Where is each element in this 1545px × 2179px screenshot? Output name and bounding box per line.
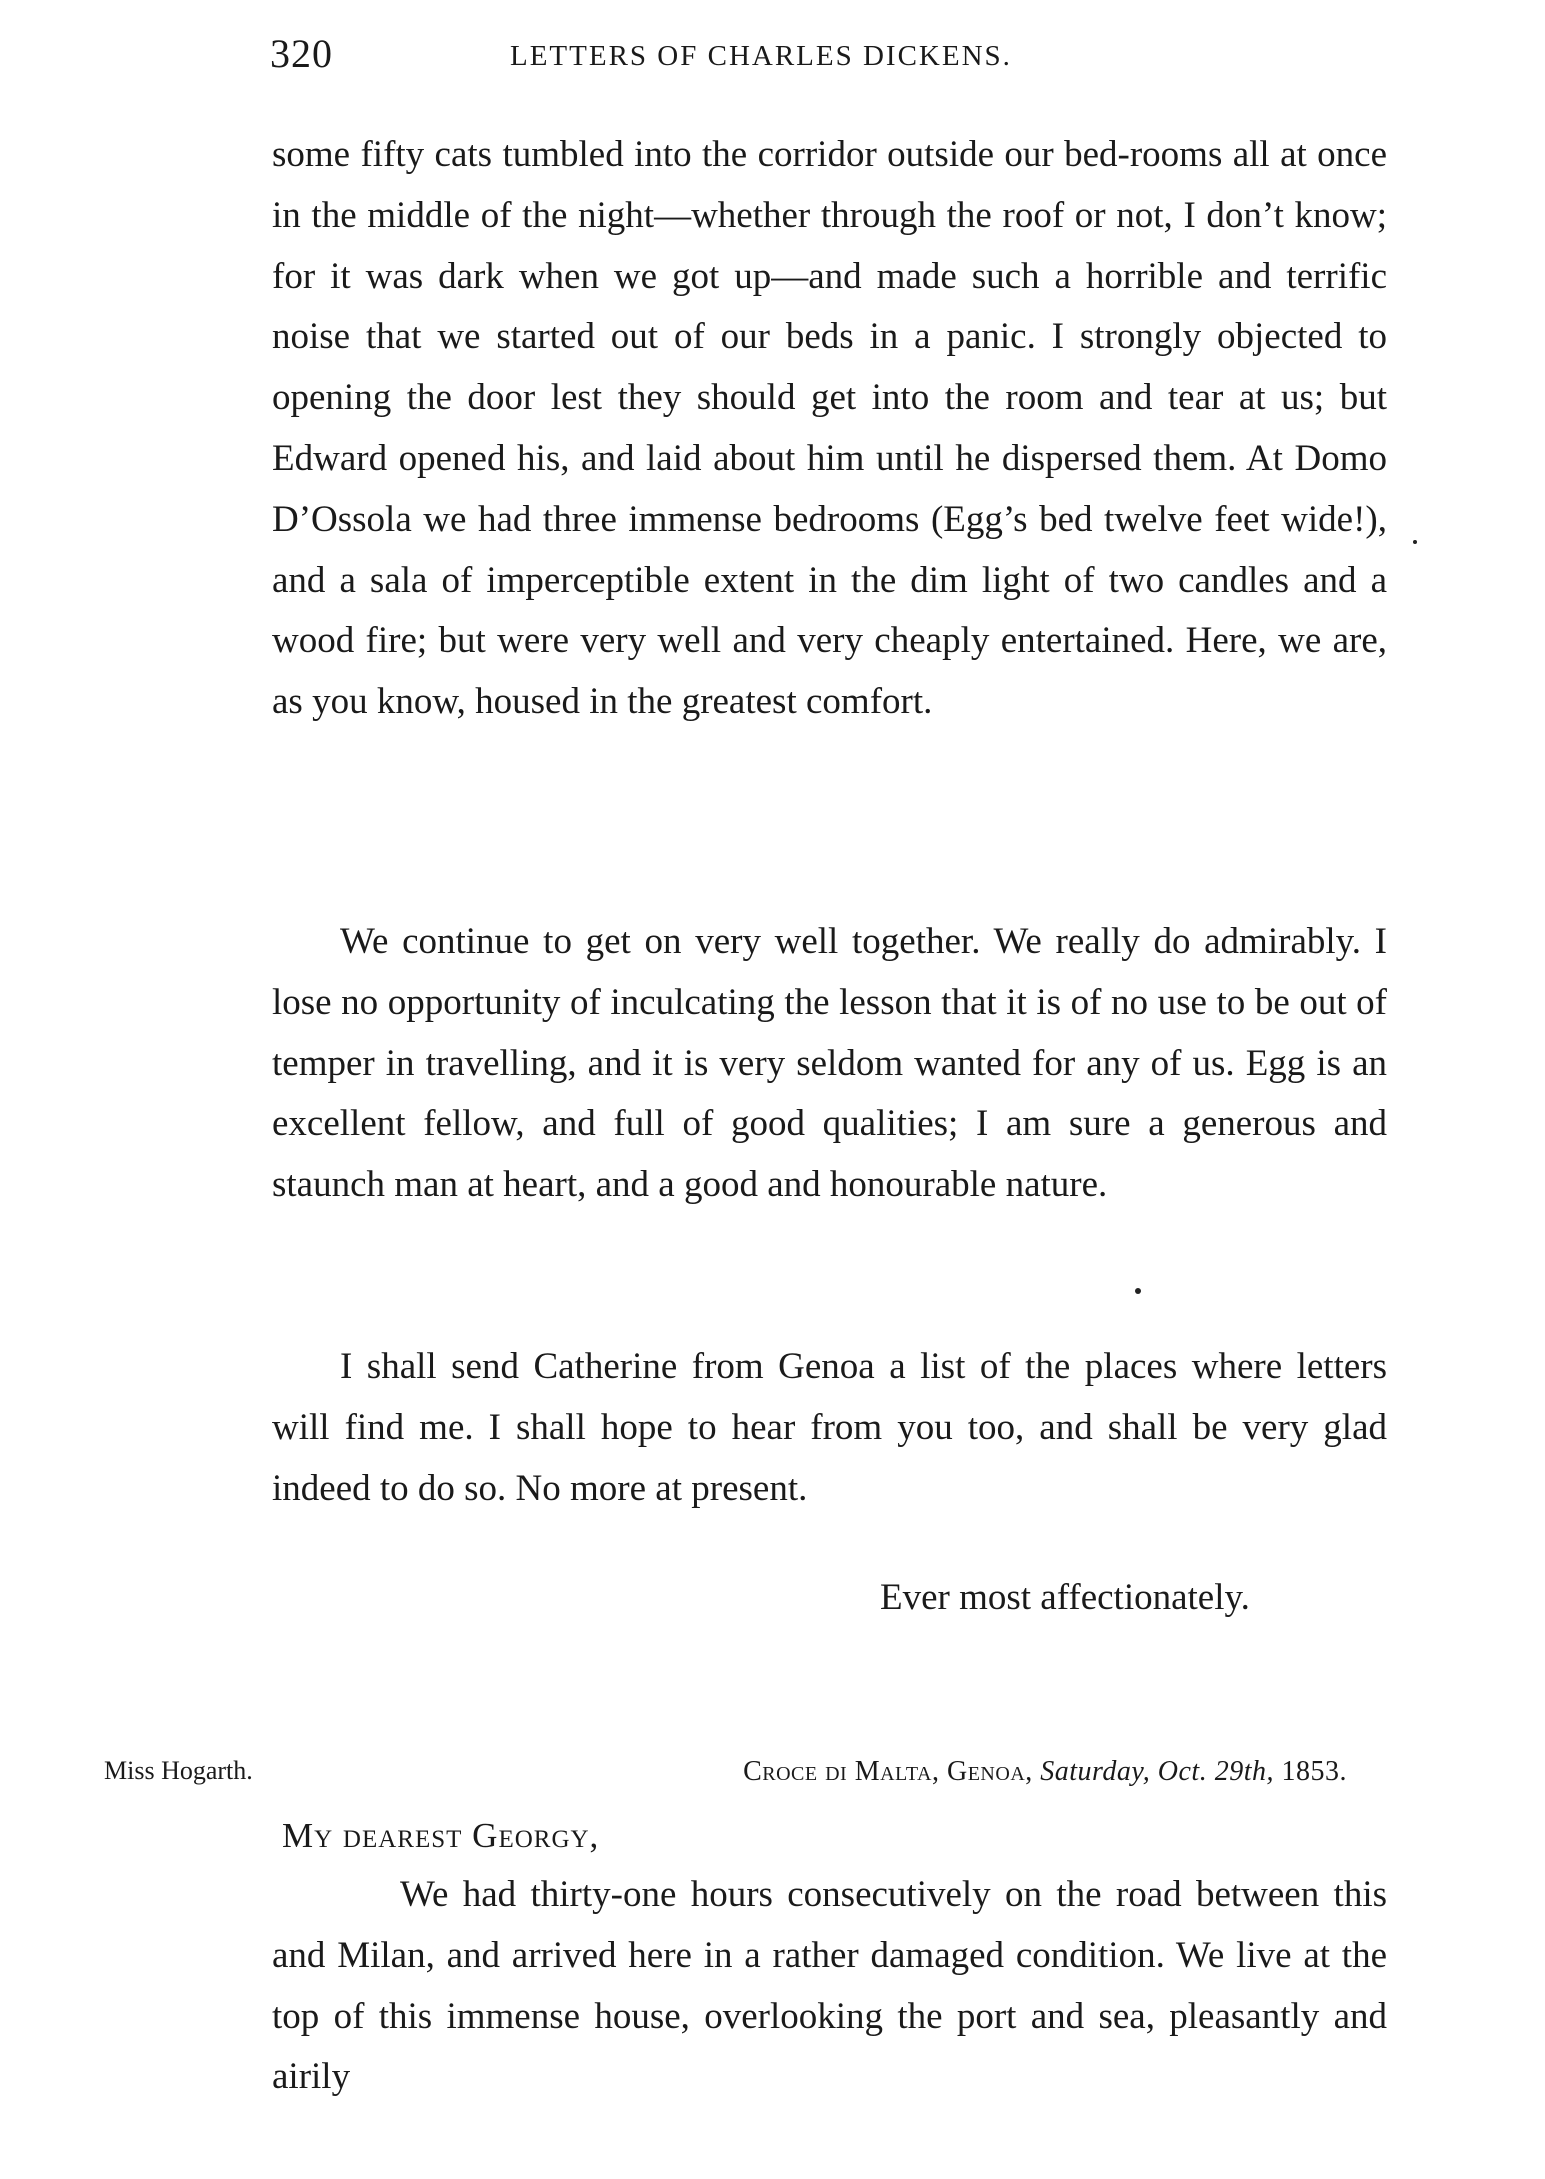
paragraph-genoa-letters: I shall send Catherine from Genoa a list of the places where letters will find me. I shall hope to hear from you too, and shall be very glad indeed to do so. No more at present. <box>272 1346 1387 1509</box>
running-head <box>270 30 1390 90</box>
paragraph-milan-road: We had thirty-one hours consecutively on the road between this and Milan, and arrived here in a rather damaged condition. We live at the top of this immense house, overlooking the port and sea, pleasantly and airily <box>272 1874 1387 2098</box>
page-number: 320 <box>270 31 333 76</box>
letter-closing: Ever most affectionately. <box>880 1577 1250 1618</box>
recipient-margin-note: Miss Hogarth. <box>104 1756 253 1785</box>
ink-speck <box>1135 1288 1141 1294</box>
paragraph-together: We continue to get on very well together. We really do admirably. I lose no opportunity of inculcating the lesson that it is of no use to be out of temper in travelling, and it is very seldom wanted for any of us. Egg is an excellent fellow, and full of good qualities; I am sure a generous and staunch man at heart, and a good and honourable nature. <box>272 921 1387 1206</box>
dateline-year: 1853. <box>1281 1756 1347 1787</box>
dateline-day: Saturday, Oct. 29th, <box>1040 1756 1274 1787</box>
ink-speck <box>1413 540 1417 544</box>
letter-dateline <box>743 1752 1347 1792</box>
letter-salutation: My dearest Georgy, <box>282 1816 600 1855</box>
paragraph-cats: some fifty cats tumbled into the corridor outside our bed-rooms all at once in the middle of the night—whether through the roof or not, I don’t know; for it was dark when we got up—and made such a horrible and terrific noise that we started out of our beds in a panic. I strongly objected to opening the door lest they should get into the room and tear at us; but Edward opened his, and laid about him until he dispersed them. At Domo D’Ossola we had three immense bedrooms (Egg’s bed twelve feet wide!), and a sala of imperceptible extent in the dim light of two candles and a wood fire; but were very well and very cheaply entertained. Here, we are, as you know, housed in the greatest comfort. <box>272 134 1387 723</box>
running-title: LETTERS OF CHARLES DICKENS. <box>510 40 1012 72</box>
dateline-place: Croce di Malta, Genoa, <box>743 1756 1033 1787</box>
